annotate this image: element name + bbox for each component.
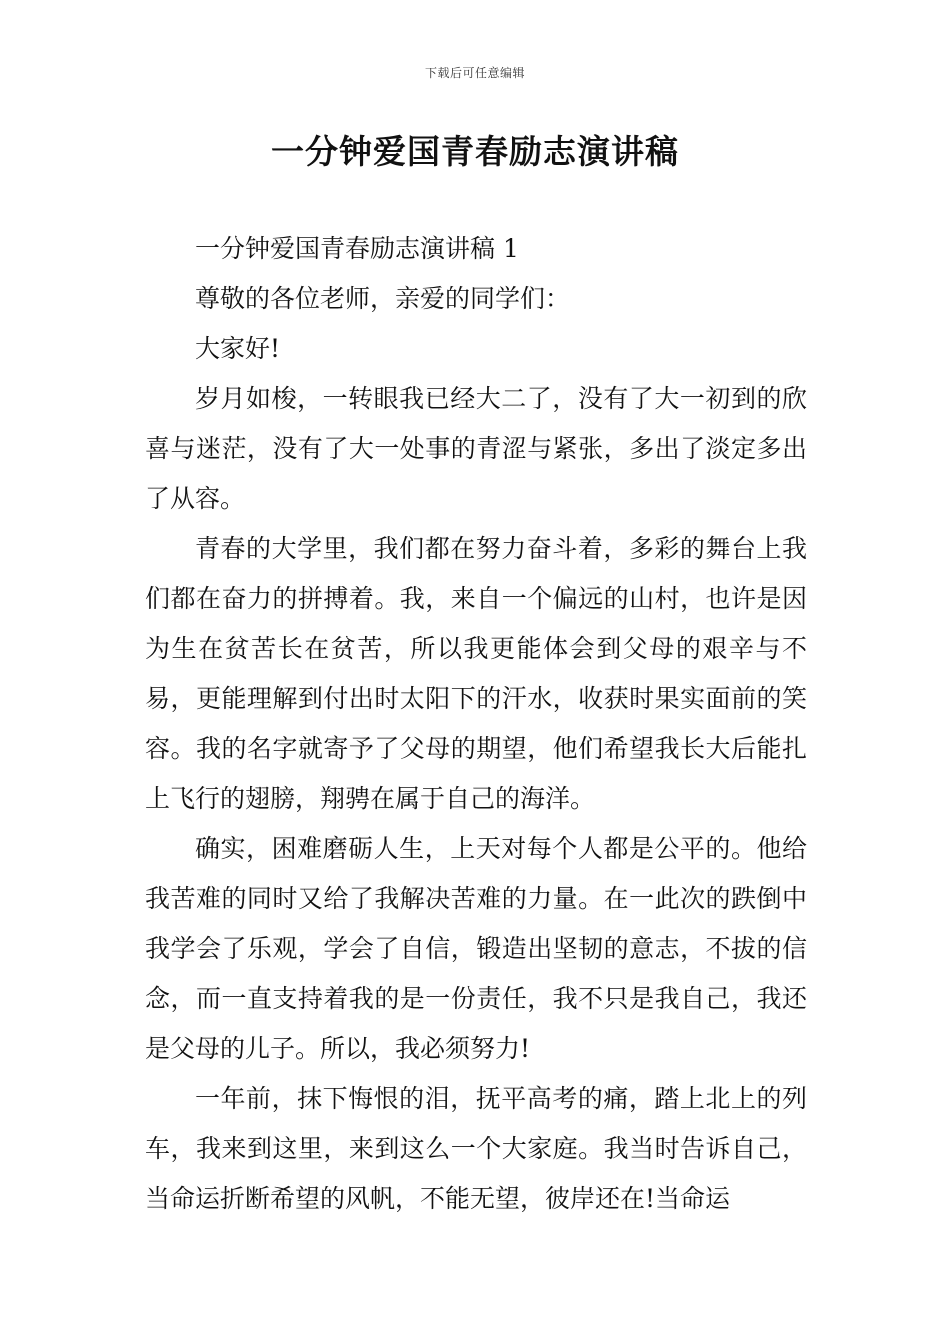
paragraph: 岁月如梭，一转眼我已经大二了，没有了大一初到的欣喜与迷茫，没有了大一处事的青涩与紧张，多出了淡定多出了从容。 <box>145 384 807 513</box>
paragraph: 确实，困难磨砺人生，上天对每个人都是公平的。他给我苦难的同时又给了我解决苦难的力量。在一此次的跌倒中我学会了乐观，学会了自信，锻造出坚韧的意志，不拔的信念，而一直支持着我的是一份责任，我不只是我自己，我还是父母的儿子。所以，我必须努力! <box>145 834 807 1063</box>
paragraph: 一年前，抹下悔恨的泪，抚平高考的痛，踏上北上的列车，我来到这里，来到这么一个大家庭。我当时告诉自己，当命运折断希望的风帆，不能无望，彼岸还在!当命运 <box>145 1084 807 1213</box>
document-title: 一分钟爱国青春励志演讲稿 <box>271 132 679 171</box>
document-body <box>145 224 807 1224</box>
header-note: 下载后可任意编辑 <box>424 66 525 80</box>
paragraph-greeting: 大家好! <box>195 334 281 363</box>
paragraph-salutation: 尊敬的各位老师，亲爱的同学们： <box>195 284 571 313</box>
paragraph: 青春的大学里，我们都在努力奋斗着，多彩的舞台上我们都在奋力的拼搏着。我，来自一个偏远的山村，也许是因为生在贫苦长在贫苦，所以我更能体会到父母的艰辛与不易，更能理解到付出时太阳下的汗水，收获时果实面前的笑容。我的名字就寄予了父母的期望，他们希望我长大后能扎上飞行的翅膀，翔骋在属于自己的海洋。 <box>145 534 807 813</box>
paragraph-subtitle: 一分钟爱国青春励志演讲稿 1 <box>195 234 519 263</box>
